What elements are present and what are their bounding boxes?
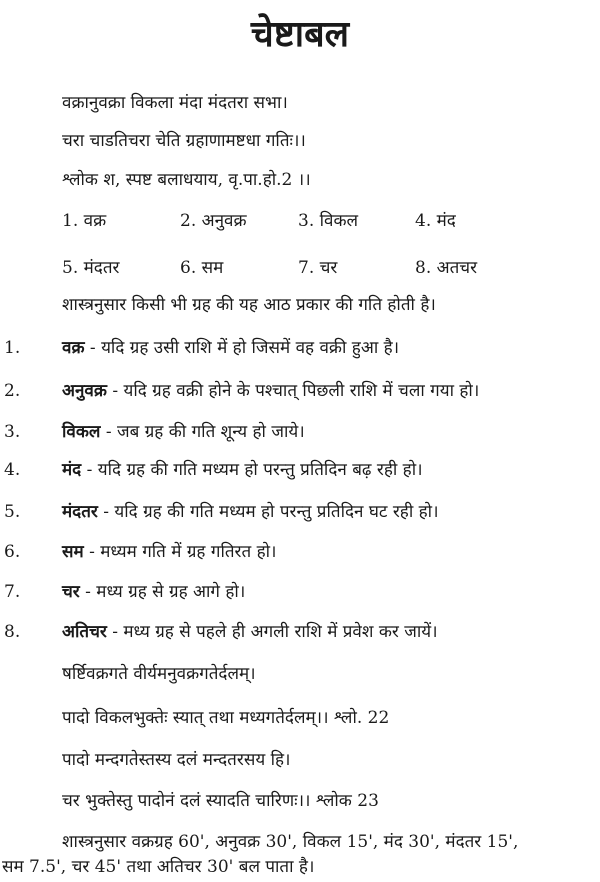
intro-text: शास्त्रनुसार किसी भी ग्रह की यह आठ प्रकार की गति होती है। [62, 295, 436, 315]
definition-term: वक्र [62, 338, 85, 358]
conclusion-line: सम 7.5', चर 45' तथा अतिचर 30' बल पाता है। [2, 857, 315, 877]
shloka-line: चर भुक्तेस्तु पादोनं दलं स्यादति चारिणः।। श्लोक 23 [62, 791, 379, 811]
motion-type: 1. वक्र [62, 211, 107, 231]
definition-term: सम [62, 542, 84, 562]
definition-number: 1. [4, 338, 21, 358]
definition-text: - मध्य ग्रह से ग्रह आगे हो। [79, 582, 246, 602]
shloka-line: षर्ष्टिवक्रगते वीर्यमनुवक्रगतेर्दलम्। [62, 664, 256, 684]
definition-number: 7. [4, 582, 21, 602]
definition-text: - यदि ग्रह वक्री होने के पश्चात् पिछली राशि में चला गया हो। [106, 381, 480, 401]
definition-term: मंदतर [62, 502, 98, 522]
definition-item [62, 501, 439, 523]
definition-text: - यदि ग्रह की गति मध्यम हो परन्तु प्रतिदिन घट रही हो। [97, 502, 439, 522]
definition-item [62, 337, 399, 359]
page-title: चेष्टाबल [250, 13, 350, 55]
definition-number: 5. [4, 502, 21, 522]
definition-number: 6. [4, 542, 21, 562]
definition-item [62, 621, 438, 643]
motion-type: 8. अतचर [415, 258, 478, 278]
definition-number: 3. [4, 422, 21, 442]
definition-term: विकल [62, 422, 101, 442]
definition-term: चर [62, 582, 80, 602]
definition-text: - मध्य ग्रह से पहले ही अगली राशि में प्रवेश कर जायें। [106, 622, 438, 642]
shloka-line: पादो मन्दगतेस्तस्य दलं मन्दतरसय हि। [62, 750, 291, 770]
definition-text: - यदि ग्रह की गति मध्यम हो परन्तु प्रतिदिन बढ़ रही हो। [81, 460, 423, 480]
definition-number: 4. [4, 460, 21, 480]
definition-text: - मध्यम गति में ग्रह गतिरत हो। [83, 542, 277, 562]
motion-type: 7. चर [298, 258, 338, 278]
definition-term: मंद [62, 460, 82, 480]
motion-type: 4. मंद [415, 211, 456, 231]
verse-line: चरा चाडतिचरा चेति ग्रहाणामष्टधा गतिः।। [62, 131, 306, 151]
definition-number: 2. [4, 381, 21, 401]
definition-number: 8. [4, 622, 21, 642]
definition-item [62, 380, 479, 402]
definition-term: अनुवक्र [62, 381, 107, 401]
definition-text: - यदि ग्रह उसी राशि में हो जिसमें वह वक्री हुआ है। [84, 338, 400, 358]
motion-type: 2. अनुवक्र [180, 211, 247, 231]
definition-text: - जब ग्रह की गति शून्य हो जाये। [100, 422, 305, 442]
motion-type: 5. मंदतर [62, 258, 120, 278]
shloka-line: पादो विकलभुक्तेः स्यात् तथा मध्यगतेर्दलम्।। श्लो. 22 [62, 708, 390, 728]
verse-reference: श्लोक श, स्पष्ट बलाधयाय, वृ.पा.हो.2 ।। [62, 170, 311, 190]
motion-type: 6. सम [180, 258, 224, 278]
motion-type: 3. विकल [298, 211, 359, 231]
definition-item [62, 581, 245, 603]
definition-item [62, 541, 276, 563]
verse-line: वक्रानुवक्रा विकला मंदा मंदतरा सभा। [62, 93, 288, 113]
definition-item [62, 421, 305, 443]
conclusion-line: शास्त्रनुसार वक्रग्रह 60', अनुवक्र 30', विकल 15', मंद 30', मंदतर 15', [62, 832, 519, 852]
definition-term: अतिचर [62, 622, 107, 642]
definition-item [62, 459, 423, 481]
